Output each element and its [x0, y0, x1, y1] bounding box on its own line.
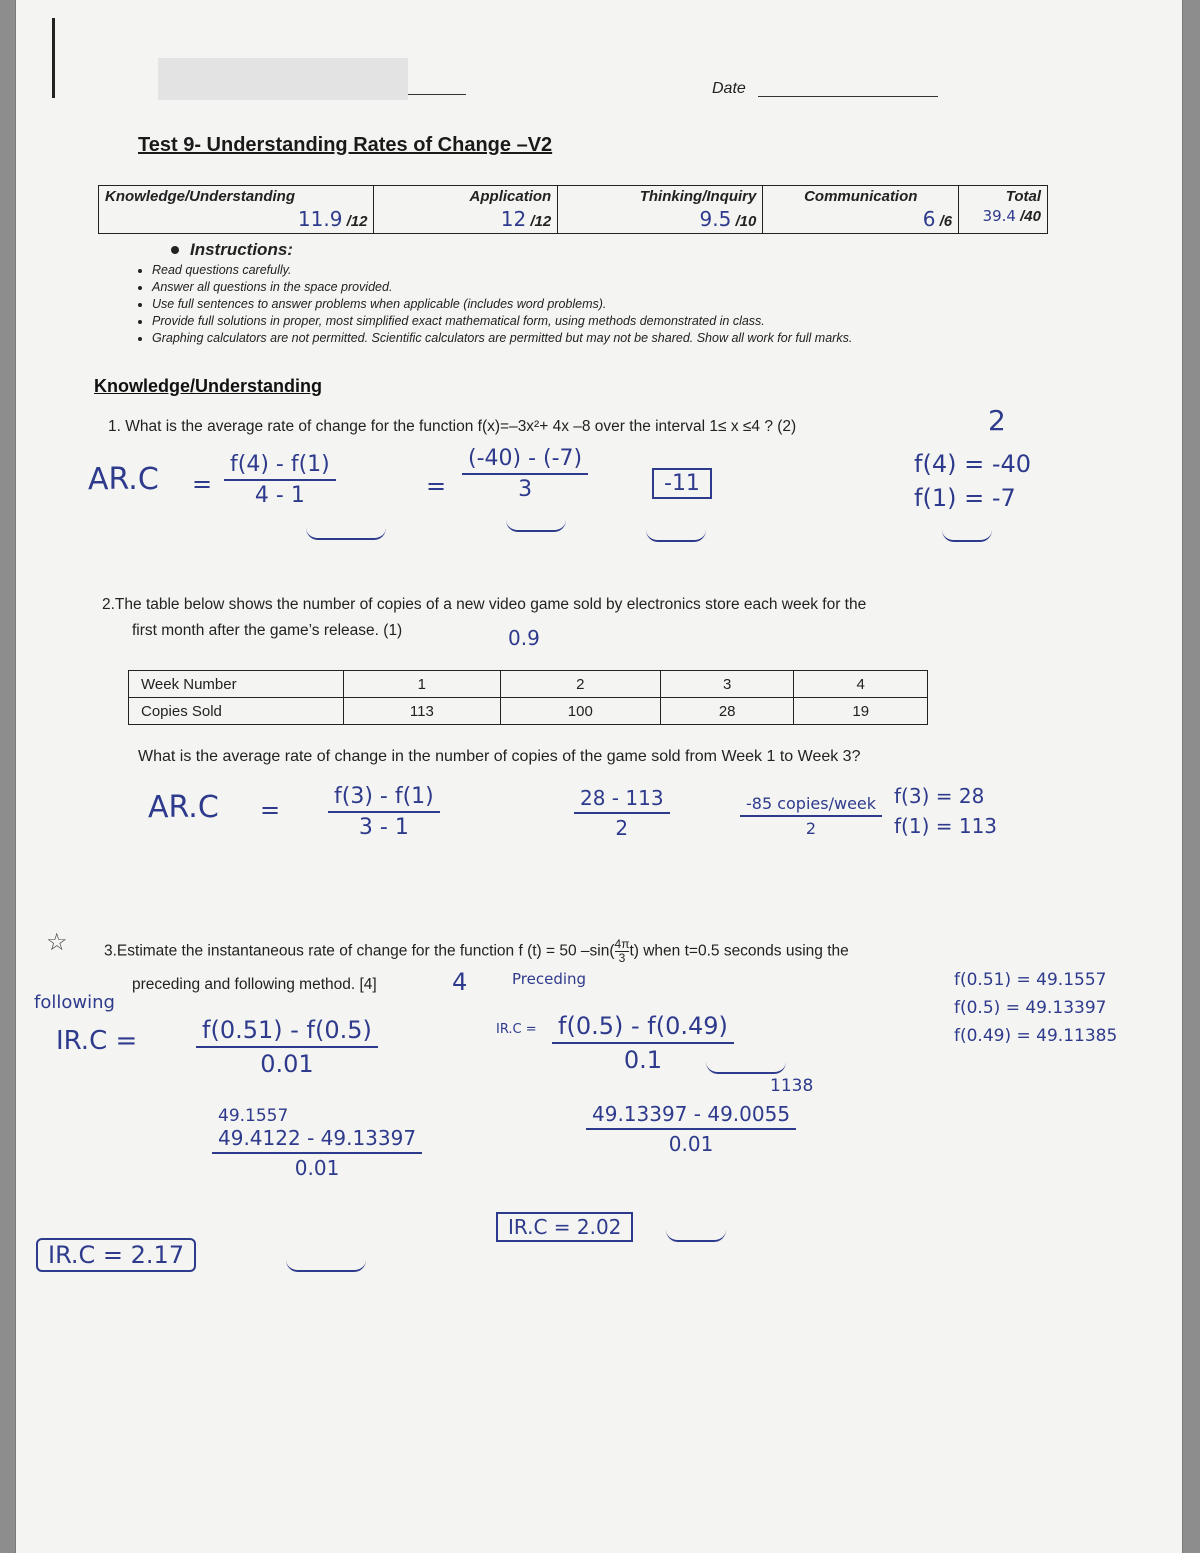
q3-following-step — [212, 1126, 422, 1180]
q3-following-frac-num: f(0.51) - f(0.5) — [196, 1016, 378, 1048]
marks-score: 39.4 — [982, 207, 1016, 225]
q3-preceding-answer: IR.C = 2.02 — [496, 1212, 633, 1242]
week-cell: 3 — [660, 671, 794, 698]
marks-cell-knowledge — [99, 186, 374, 234]
q2-label: AR.C — [148, 790, 219, 825]
marks-score: 11.9 — [297, 207, 343, 231]
instruction-item: • Answer all questions in the space provided. — [152, 279, 852, 296]
q3-following-frac-den: 0.01 — [260, 1050, 314, 1078]
row-label: Copies Sold — [129, 698, 344, 725]
copies-table — [128, 670, 928, 725]
marks-category: Communication — [804, 188, 918, 205]
q2-frac1-num: f(3) - f(1) — [328, 784, 440, 813]
q1-eq2: = — [426, 472, 447, 500]
q1-frac2-num: (-40) - (-7) — [462, 446, 588, 475]
q1-frac2 — [462, 446, 588, 502]
copies-cell: 28 — [660, 698, 794, 725]
marks-cell-application — [374, 186, 558, 234]
q3-mark: 4 — [452, 968, 468, 996]
marks-score: 12 — [500, 207, 527, 231]
q3-pi-num: 4π — [614, 937, 630, 951]
q3-text-end: t) when t=0.5 seconds using the — [629, 942, 849, 960]
check-mark — [666, 1230, 726, 1242]
q3-preceding-frac-den: 0.1 — [623, 1046, 663, 1074]
table-row — [129, 698, 928, 725]
q3-text-start: 3.Estimate the instantaneous rate of change for the function f (t) = 50 –sin( — [104, 942, 615, 960]
marks-outof: /10 — [735, 213, 757, 230]
q2-frac2-num: 28 - 113 — [574, 786, 670, 814]
q1-frac2-den: 3 — [518, 477, 533, 502]
marks-category: Knowledge/Understanding — [105, 188, 296, 205]
table-row — [129, 671, 928, 698]
marks-table — [98, 185, 1048, 234]
q3-following-label: following — [34, 992, 115, 1013]
marks-outof: /12 — [530, 213, 552, 230]
q1-frac1-den: 4 - 1 — [254, 483, 305, 508]
q2-side2: f(1) = 113 — [894, 814, 998, 838]
q3-following-frac — [196, 1016, 378, 1078]
q1-eq: = — [192, 470, 213, 498]
q3-side-value: f(0.49) = 49.11385 — [954, 1026, 1118, 1046]
instructions-bullet — [171, 246, 179, 254]
week-cell: 2 — [500, 671, 660, 698]
margin-line — [52, 18, 55, 98]
instruction-item: • Use full sentences to answer problems when applicable (includes word problems). — [152, 296, 852, 313]
q2-text-line2: first month after the game’s release. (1) — [132, 622, 403, 639]
q1-frac1 — [224, 452, 336, 508]
marks-cell-thinking — [558, 186, 763, 234]
row-label: Week Number — [129, 671, 344, 698]
q2-question: What is the average rate of change in the number of copies of the game sold from Week 1 to Week 3? — [138, 748, 861, 765]
q3-following-answer: IR.C = 2.17 — [36, 1238, 196, 1272]
q3-preceding-ir-label: IR.C = — [496, 1022, 537, 1037]
marks-score: 9.5 — [699, 207, 732, 231]
q1-mark: 2 — [988, 404, 1006, 437]
q1-answer: -11 — [652, 468, 712, 499]
instruction-item: • Graphing calculators are not permitted. Scientific calculators are permitted but may not be shared. Show all work for full marks. — [152, 330, 852, 347]
q1-text: 1. What is the average rate of change for the function f(x)=–3x²+ 4x –8 over the interval 1≤ x ≤4 ? (2) — [108, 418, 797, 435]
test-paper — [16, 0, 1182, 1553]
q1-label: AR.C — [88, 462, 159, 497]
copies-cell: 100 — [500, 698, 660, 725]
q3-text-line1 — [104, 938, 849, 965]
marks-category: Application — [469, 188, 552, 205]
q3-preceding-step-top: 1138 — [770, 1076, 814, 1096]
check-mark — [942, 530, 992, 542]
instruction-item: • Read questions carefully. — [152, 262, 852, 279]
q3-following-step-top: 49.1557 — [218, 1106, 289, 1126]
star-icon: ☆ — [46, 929, 68, 956]
check-mark — [286, 1260, 366, 1272]
section-heading: Knowledge/Understanding — [94, 376, 323, 396]
q2-eq: = — [260, 796, 281, 824]
instructions-heading: Instructions: — [190, 240, 293, 259]
marks-outof: /40 — [1020, 208, 1041, 225]
date-label: Date — [712, 80, 746, 97]
q3-side-value: f(0.5) = 49.13397 — [954, 998, 1107, 1018]
copies-cell: 113 — [344, 698, 501, 725]
marks-cell-communication — [763, 186, 959, 234]
q2-text-line1: 2.The table below shows the number of copies of a new video game sold by electronics store each week for the — [102, 596, 867, 613]
q2-frac1-den: 3 - 1 — [358, 815, 409, 840]
q2-mark: 0.9 — [508, 626, 540, 650]
q3-pi-fraction — [615, 938, 630, 965]
copies-cell: 19 — [794, 698, 928, 725]
check-mark — [646, 530, 706, 542]
q2-frac3-den: 2 — [805, 819, 817, 838]
redacted-name — [158, 58, 408, 100]
q2-frac3-num: -85 copies/week — [740, 794, 882, 817]
week-cell: 1 — [344, 671, 501, 698]
marks-outof: /12 — [346, 213, 368, 230]
q3-following-step-den: 0.01 — [294, 1156, 340, 1180]
q3-preceding-step-den: 0.01 — [668, 1132, 714, 1156]
q3-preceding-step — [586, 1102, 796, 1156]
q2-frac3 — [740, 794, 882, 838]
check-mark — [706, 1062, 786, 1074]
q3-following-step-num: 49.4122 - 49.13397 — [212, 1126, 422, 1154]
marks-cell-total — [959, 186, 1048, 234]
q1-side2: f(1) = -7 — [914, 484, 1016, 512]
q1-side1: f(4) = -40 — [914, 450, 1032, 478]
q2-frac2 — [574, 786, 670, 840]
q2-frac2-den: 2 — [615, 816, 629, 840]
check-mark — [506, 520, 566, 532]
instructions-list — [134, 262, 852, 347]
week-cell: 4 — [794, 671, 928, 698]
page-title: Test 9- Understanding Rates of Change –V2 — [138, 134, 553, 156]
name-line — [408, 94, 466, 95]
instruction-item: • Provide full solutions in proper, most simplified exact mathematical form, using methods demonstrated in class. — [152, 313, 852, 330]
q3-pi-den: 3 — [618, 951, 626, 965]
q1-frac1-num: f(4) - f(1) — [224, 452, 336, 481]
q2-side1: f(3) = 28 — [894, 784, 985, 808]
q3-side-value: f(0.51) = 49.1557 — [954, 970, 1107, 990]
check-mark — [306, 528, 386, 540]
q3-following-ir-label: IR.C = — [56, 1026, 138, 1056]
q3-preceding-frac-num: f(0.5) - f(0.49) — [552, 1012, 734, 1044]
q3-preceding-step-num: 49.13397 - 49.0055 — [586, 1102, 796, 1130]
q2-frac1 — [328, 784, 440, 840]
q3-text-line2: preceding and following method. [4] — [132, 976, 377, 993]
marks-score: 6 — [922, 207, 936, 231]
marks-outof: /6 — [939, 213, 953, 230]
q3-preceding-label: Preceding — [512, 970, 587, 988]
marks-category: Total — [1005, 188, 1041, 205]
marks-category: Thinking/Inquiry — [639, 188, 757, 205]
date-line — [758, 96, 938, 97]
